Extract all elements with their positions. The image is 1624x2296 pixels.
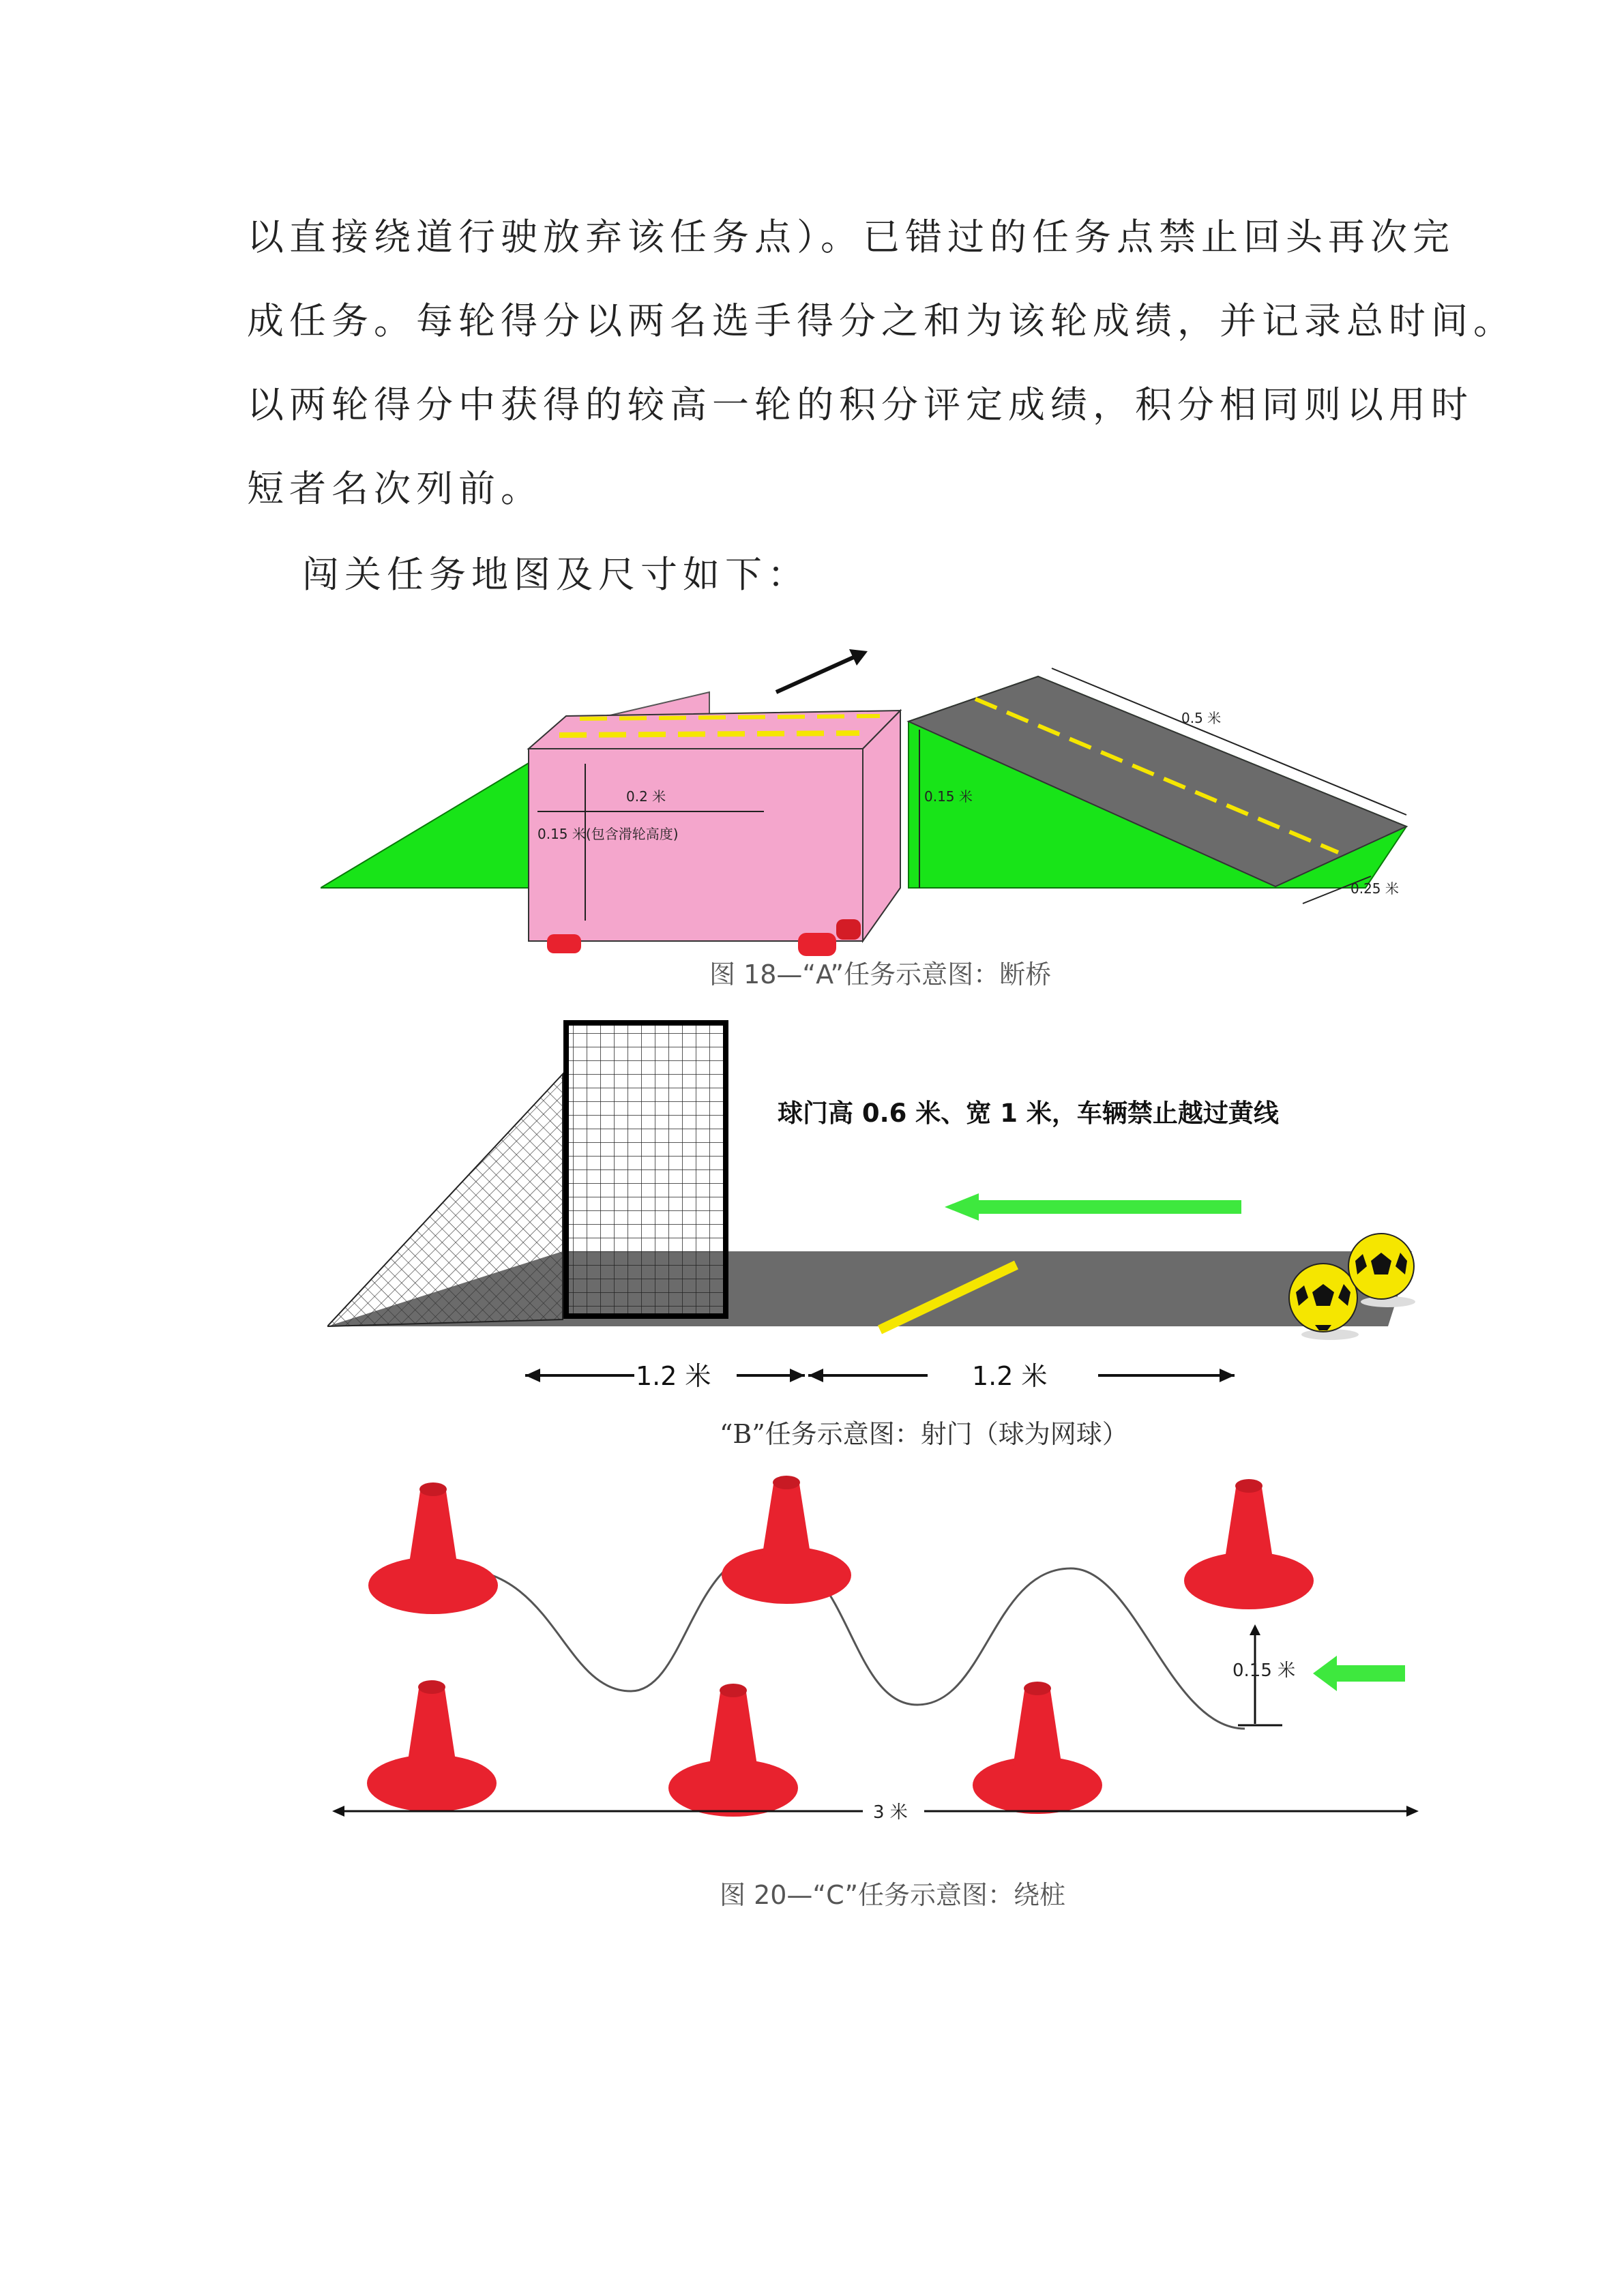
paragraph-line: 以直接绕道行驶放弃该任务点）。已错过的任务点禁止回头再次完: [247, 215, 1455, 258]
dimension-arrowhead: [790, 1369, 805, 1382]
figure-c-slalom: [331, 1466, 1436, 1834]
ramp-height-label: 0.15 米: [924, 788, 973, 805]
figure-c-illustration: [331, 1466, 1436, 1834]
green-arrow-body: [1337, 1665, 1405, 1682]
spacing-label: 0.15 米: [1232, 1660, 1296, 1681]
figure-c-caption: 图 20—“C”任务示意图：绕桩: [720, 1880, 1066, 1910]
cone-shape: [367, 1680, 497, 1812]
dimension-arrowhead: [525, 1369, 540, 1382]
paragraph-line: 短者名次列前。: [247, 467, 543, 510]
section-heading: 闯关任务地图及尺寸如下：: [302, 553, 810, 596]
cone-shape: [1184, 1479, 1314, 1609]
box-height-label: 0.15 米(包含滑轮高度): [537, 826, 679, 842]
dist-right-label: 1.2 米: [972, 1361, 1048, 1391]
dist-left-label: 1.2 米: [636, 1361, 711, 1391]
wheel-shape: [836, 919, 861, 940]
figure-a-caption: 图 18—“A”任务示意图：断桥: [709, 959, 1052, 989]
ramp-width-label: 0.25 米: [1350, 880, 1399, 897]
figure-b-illustration: [327, 1006, 1432, 1408]
wheel-shape: [547, 934, 581, 953]
figure-a-broken-bridge: [321, 634, 1426, 961]
dimension-arrowhead: [332, 1806, 344, 1817]
dimension-arrowhead: [1406, 1806, 1419, 1817]
figure-b-caption: “B”任务示意图：射门（球为网球）: [720, 1419, 1128, 1449]
dimension-arrowhead: [1250, 1624, 1260, 1635]
cone-shape: [973, 1682, 1102, 1814]
ball-shape: [1289, 1264, 1359, 1340]
dimension-arrowhead: [1220, 1369, 1235, 1382]
figure-a-illustration: [321, 634, 1426, 961]
total-label: 3 米: [873, 1802, 908, 1823]
goal-front-net: [566, 1023, 726, 1316]
green-arrow-body: [979, 1193, 1241, 1214]
ramp-length-label: 0.5 米: [1181, 710, 1222, 726]
wheel-shape: [798, 933, 836, 956]
green-arrow-head: [945, 1193, 979, 1221]
figure-b-shooting: [327, 1006, 1432, 1408]
paragraph-line: 以两轮得分中获得的较高一轮的积分评定成绩，积分相同则以用时: [247, 383, 1473, 426]
direction-arrow-line: [776, 655, 859, 692]
cone-shape: [368, 1482, 498, 1614]
goal-side-net: [327, 1074, 563, 1326]
box-front-face: [529, 749, 863, 941]
cone-shape: [722, 1476, 851, 1604]
goal-note-text: 球门高 0.6 米、宽 1 米，车辆禁止越过黄线: [778, 1099, 1279, 1128]
box-width-label: 0.2 米: [626, 788, 666, 805]
body-paragraph: [247, 195, 1516, 531]
box-side-face: [863, 711, 900, 941]
cone-shape: [668, 1684, 798, 1817]
green-arrow-head: [1313, 1656, 1337, 1691]
paragraph-line: 成任务。每轮得分以两名选手得分之和为该轮成绩，并记录总时间。: [247, 299, 1516, 342]
